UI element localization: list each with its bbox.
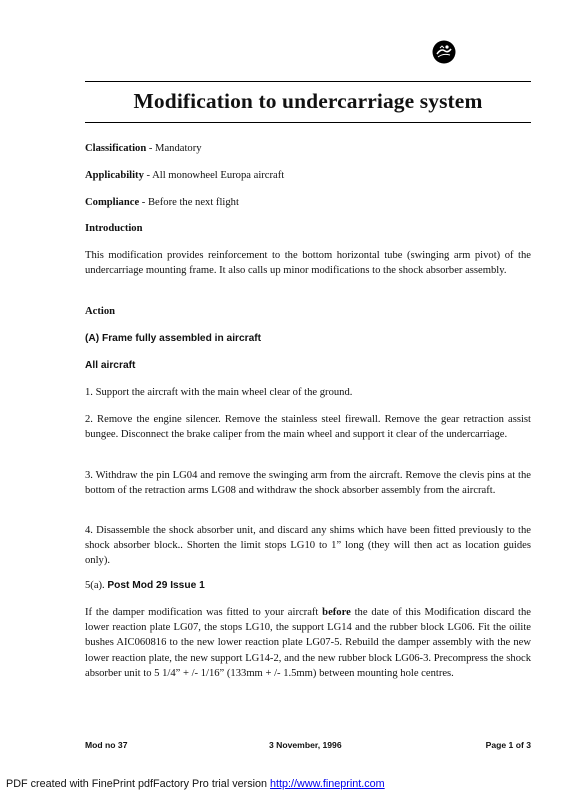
- section-a-heading: (A) Frame fully assembled in aircraft: [85, 333, 262, 344]
- classification-value: - Mandatory: [146, 143, 202, 154]
- step-5a-line: [85, 578, 531, 593]
- footer-date: 3 November, 1996: [269, 740, 342, 750]
- step-5a-heading: Post Mod 29 Issue 1: [107, 580, 205, 591]
- introduction-heading: Introduction: [85, 223, 143, 234]
- step-4: 4. Disassemble the shock absorber unit, and discard any shims which have been fitted previously to the shock absorber block.. Shorten the limit stops LG10 to 1” long (they will then act as location guides only).: [85, 525, 531, 567]
- step-1: 1. Support the aircraft with the main wheel clear of the ground.: [85, 387, 353, 398]
- watermark-link[interactable]: http://www.fineprint.com: [270, 778, 385, 790]
- all-aircraft-heading: All aircraft: [85, 360, 136, 371]
- action-heading: Action: [85, 306, 116, 317]
- page-footer: [85, 740, 531, 754]
- applicability-line: [85, 168, 531, 183]
- step-5a-text-emphasis: before: [322, 607, 351, 618]
- footer-mod-number: Mod no 37: [85, 740, 128, 750]
- title-bottom-rule: [85, 122, 531, 123]
- step-5a-paragraph: [85, 605, 531, 681]
- step-5a-text-start: If the damper modification was fitted to your aircraft: [85, 607, 323, 618]
- applicability-label: Applicability: [85, 170, 144, 181]
- step-2: 2. Remove the engine silencer. Remove the stainless steel firewall. Remove the gear retraction assist bungee. Disconnect the brake caliper from the main wheel and support it clear of the undercarriage.: [85, 414, 531, 441]
- compliance-label: Compliance: [85, 197, 140, 208]
- classification-label: Classification: [85, 143, 147, 154]
- introduction-paragraph: This modification provides reinforcement to the bottom horizontal tube (swinging arm pivot) of the undercarriage mounting frame. It also calls up minor modifications to the shock absorber assembly.: [85, 250, 531, 277]
- watermark-text: PDF created with FinePrint pdfFactory Pro trial version: [6, 778, 271, 790]
- compliance-value: - Before the next flight: [139, 197, 239, 208]
- step-5a-text-rest: the date of this Modification discard the lower reaction plate LG07, the stops LG10, the support LG14 and the rubber block LG06. Fit the oilite bushes AIC060816 to the new lower reaction plate LG07-5. Rebuild the damper assembly with the new lower reaction plate, the new support LG14-2, and the new rubber block LG06-3. Precompress the shock absorber unit to 5 1/4” + /- 1/16” (133mm + /- 1.5mm) between mounting hole centres.: [85, 607, 531, 679]
- applicability-value: - All monowheel Europa aircraft: [143, 170, 285, 181]
- footer-page-number: Page 1 of 3: [485, 740, 531, 750]
- step-3: 3. Withdraw the pin LG04 and remove the swinging arm from the aircraft. Remove the clevis pins at the bottom of the retraction arms LG08 and withdraw the shock absorber assembly from the aircraft.: [85, 470, 531, 497]
- europa-logo-icon: [432, 40, 456, 64]
- page-title: Modification to undercarriage system: [133, 89, 483, 113]
- step-5a-number: 5(a).: [85, 580, 108, 591]
- classification-line: [85, 141, 531, 156]
- compliance-line: [85, 195, 531, 210]
- pdf-watermark: [6, 778, 385, 790]
- title-top-rule: [85, 81, 531, 82]
